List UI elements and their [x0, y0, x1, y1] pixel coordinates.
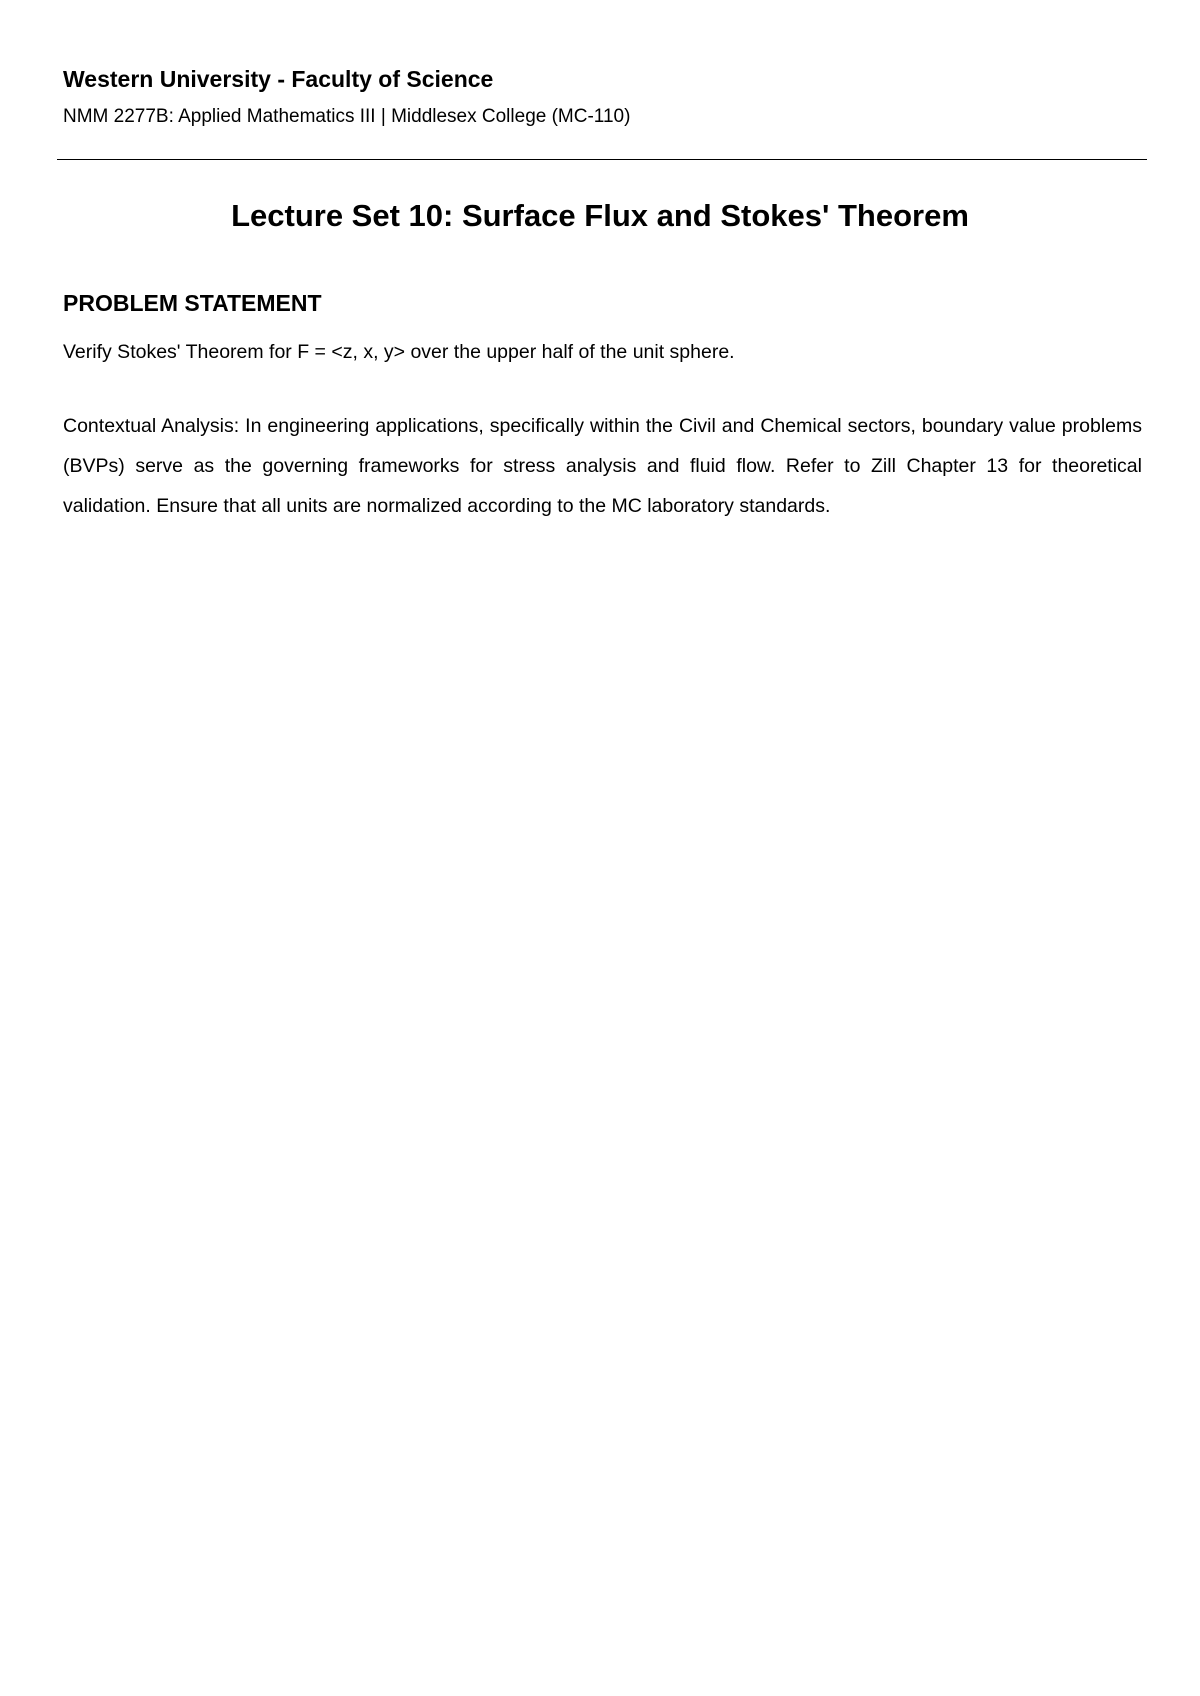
header-divider	[57, 159, 1147, 160]
page-title: Lecture Set 10: Surface Flux and Stokes' Theorem	[231, 198, 969, 233]
problem-statement-text: Verify Stokes' Theorem for F = <z, x, y> over the upper half of the unit sphere.	[63, 341, 735, 363]
course-info: NMM 2277B: Applied Mathematics III | Middlesex College (MC-110)	[63, 106, 631, 127]
contextual-analysis-paragraph: Contextual Analysis: In engineering applications, specifically within the Civil and Chemical sectors, boundary value problems (BVPs) serve as the governing frameworks for stress analysis and fluid flow. Refer to Zill Chapter 13 for theoretical validation. Ensure that all units are normalized according to the MC laboratory standards.	[63, 415, 1142, 517]
institution-name: Western University - Faculty of Science	[63, 66, 494, 92]
section-heading-problem-statement: PROBLEM STATEMENT	[63, 290, 322, 316]
